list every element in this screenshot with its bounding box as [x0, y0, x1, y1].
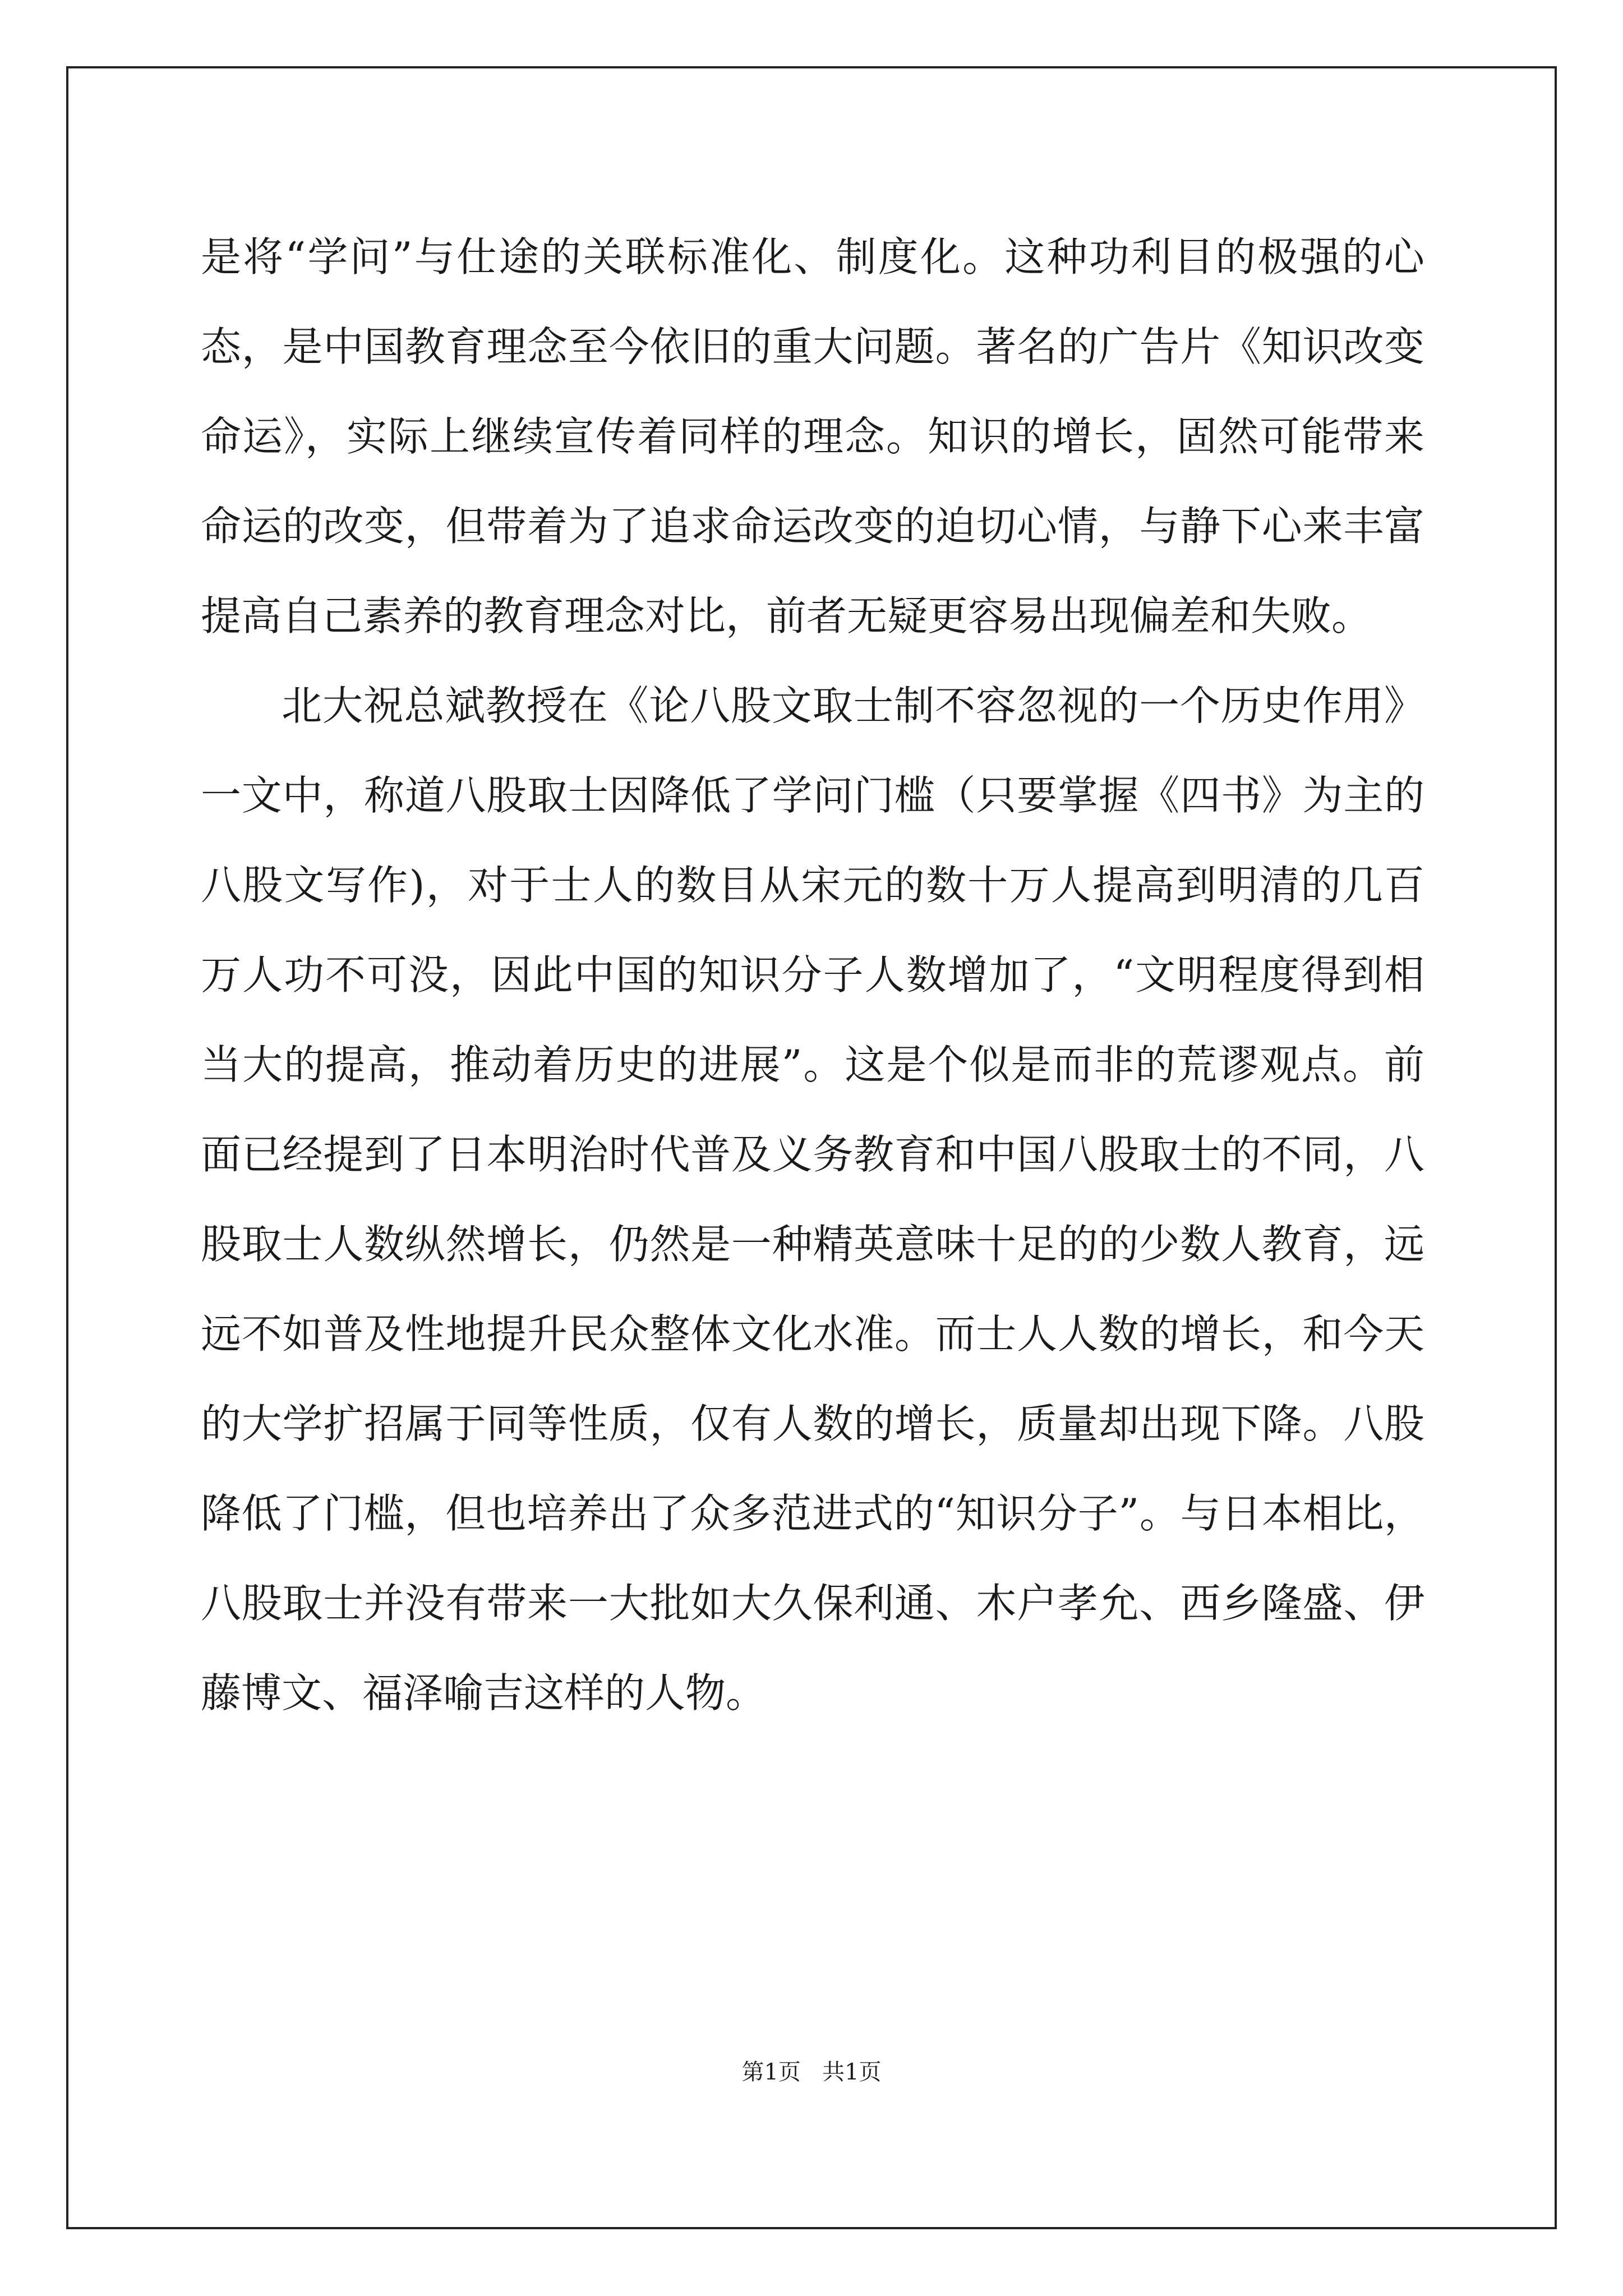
page-footer	[0, 2058, 1623, 2087]
document-body	[201, 212, 1424, 1738]
page-total: 共1页	[822, 2059, 882, 2085]
paragraph-2: 北大祝总斌教授在《论八股文取士制不容忽视的一个历史作用》一文中，称道八股取士因降低了学问门槛（只要掌握《四书》为主的八股文写作)，对于士人的数目从宋元的数十万人提高到明清的几百万人功不可没，因此中国的知识分子人数增加了，“文明程度得到相当大的提高，推动着历史的进展”。这是个似是而非的荒谬观点。前面已经提到了日本明治时代普及义务教育和中国八股取士的不同，八股取士人数纵然增长，仍然是一种精英意味十足的的少数人教育，远远不如普及性地提升民众整体文化水准。而士人人数的增长，和今天的大学扩招属于同等性质，仅有人数的增长，质量却出现下降。八股降低了门槛，但也培养出了众多范进式的“知识分子”。与日本相比，八股取士并没有带来一大批如大久保利通、木户孝允、西乡隆盛、伊藤博文、福泽喻吉这样的人物。	[201, 682, 1424, 1717]
page-number: 第1页	[741, 2059, 801, 2085]
paragraph-1: 是将“学问”与仕途的关联标准化、制度化。这种功利目的极强的心态，是中国教育理念至今依旧的重大问题。著名的广告片《知识改变命运》，实际上继续宣传着同样的理念。知识的增长，固然可能带来命运的改变，但带着为了追求命运改变的迫切心情，与静下心来丰富提高自己素养的教育理念对比，前者无疑更容易出现偏差和失败。	[201, 233, 1424, 639]
